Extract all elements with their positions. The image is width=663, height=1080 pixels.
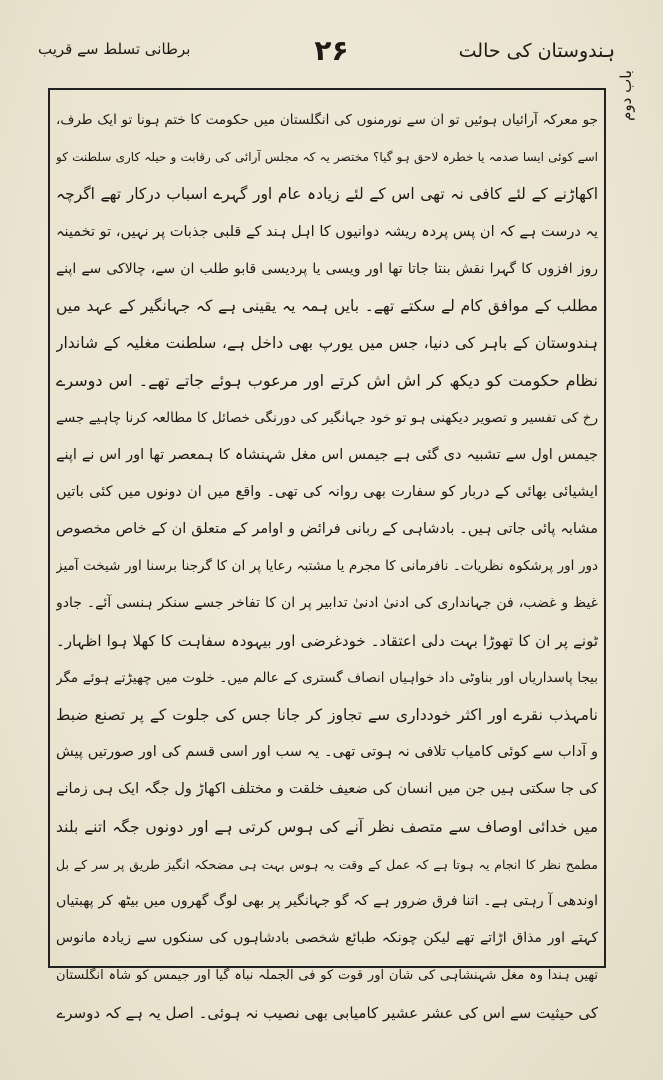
text-line: غیظ و غضب، فن جہانداری کی ادنیٰ ادنیٰ تدابیر پر ان کا تفاخر جسے سنکر ہنسی آئے۔ جادو <box>56 595 598 612</box>
text-line: نامہذب نقرے اور اکثر خودداری سے تجاوز کر جانا جس کی جلوت کے پر تصنع ضبط <box>56 706 598 724</box>
text-line: اسے کوئی ایسا صدمہ یا خطرہ لاحق ہو گیا؟ مختصر یہ کہ مجلس آرائی کی رقابت و حیلہ کاری سلطنت کو <box>56 150 598 165</box>
text-line: ہندوستان کے باہر کی دنیا، جس میں یورپ بھی داخل ہے، سلطنت مغلیہ کے شاندار <box>56 334 598 353</box>
running-subtitle: برطانی تسلط سے قریب <box>38 40 191 58</box>
text-line: و آداب سے کوئی کامیاب تلافی نہ ہوتی تھی۔ یہ سب اور اسی قسم کی اور صورتیں پیش <box>56 744 598 761</box>
text-line: نظام حکومت کو دیکھ کر اش اش کرتے اور مرعوب ہوئے جاتے تھے۔ اس دوسرے <box>56 371 598 391</box>
text-line: اوندھی آ رہتی ہے۔ اتنا فرق ضرور ہے کہ گو جہانگیر پر بھی لوگ گھروں میں بیٹھ کر پھبتیاں <box>56 892 598 909</box>
text-line: بیجا پاسداریاں اور بناوٹی داد خواہیاں انصاف گستری کے عالم میں۔ خلوت میں چھیڑتے ہوئے مگر <box>56 669 598 686</box>
text-line: ایشیائی بھائی کے دربار کو سفارت بھی روانہ کی تھی۔ واقع میں ان دونوں میں کئی باتیں <box>56 483 598 500</box>
text-line: ٹونے پر ان کا تھوڑا بہت دلی اعتقاد۔ خودغرضی اور بیہودہ سفاہت کا کھلا ہوا اظہار۔ <box>56 631 598 650</box>
page-number: ۲۶ <box>314 34 349 67</box>
text-line: جیمس اول سے تشبیہ دی گئی ہے جیمس اس مغل شہنشاہ کا ہمعصر تھا اور اس نے اپنے <box>56 446 598 463</box>
text-line: مطلب کے موافق کام لے سکتے تھے۔ بایں ہمہ یہ یقینی ہے کہ جہانگیر کے عہد میں <box>56 296 598 315</box>
text-line: روز افزوں کا گہرا نقش بنتا جاتا تھا اور ویسی یا پردیسی قابو طلب ان سے، چالاکی سے اپنے <box>56 260 598 277</box>
chapter-label: باب دوم <box>617 70 635 121</box>
text-line: تھیں ہندا وہ مغل شہنشاہی کی شان اور قوت کو فی الجملہ نباہ گیا اور جیمس کو شاہ انگلستان <box>56 968 598 984</box>
text-line: کہتے اور مذاق اڑاتے تھے لیکن چونکہ طبائع شخصی بادشاہوں کی سنکوں سے زیادہ مانوس <box>56 930 598 947</box>
text-line: مطمح نظر کا انجام یہ ہوتا ہے کہ عمل کے وقت یہ ہوس بہت ہی مضحکہ انگیز طریق پر سر کے بل <box>56 856 598 872</box>
text-line: کی حیثیت سے اس کی عشر عشیر کامیابی بھی نصیب نہ ہوئی۔ اصل یہ ہے کہ دوسرے <box>56 1003 598 1022</box>
text-line: یہ درست ہے کہ ان پس پردہ ریشہ دوانیوں کا اہل ہند کے قلبی جذبات پر نہیں، تو تخمینہ <box>56 223 598 240</box>
text-line: مشابہ پائی جاتی ہیں۔ بادشاہی کے ربانی فرائض و اوامر کے متعلق ان کے خاص مخصوص <box>56 521 598 538</box>
text-line: اکھاڑنے کے لئے کافی نہ تھی اس کے لئے زیادہ عام اور گہرے اسباب درکار تھے اگرچہ <box>56 185 598 204</box>
text-line: رخ کی تفسیر و تصویر دیکھنی ہو تو خود جہانگیر کی دورنگی خصائل کا مطالعہ کرنا چاہیے جسے <box>56 409 598 426</box>
running-title: ہندوستان کی حالت <box>458 40 615 62</box>
text-line: کی جا سکتی ہیں جن میں انسان کی ضعیف خلقت و مختلف اکھاڑ ول جگہ ایک ہی زمانے <box>56 781 598 798</box>
body-text <box>56 102 598 1032</box>
text-line: میں خدائی اوصاف سے متصف نظر آنے کی ہوس کرتی ہے اور دونوں جگہ اتنے بلند <box>56 817 598 836</box>
text-frame <box>48 88 606 1022</box>
text-line: دور اور پرشکوہ نظریات۔ نافرمانی کا مجرم یا مشتبہ رعایا پر ان کا گرجنا برسنا اور شیخت آمیز <box>56 558 598 575</box>
text-line: جو معرکہ آرائیاں ہوئیں تو ان سے نورمنوں کی انگلستان میں حکومت کا ختم ہونا تو ایک طرف، <box>56 112 598 128</box>
